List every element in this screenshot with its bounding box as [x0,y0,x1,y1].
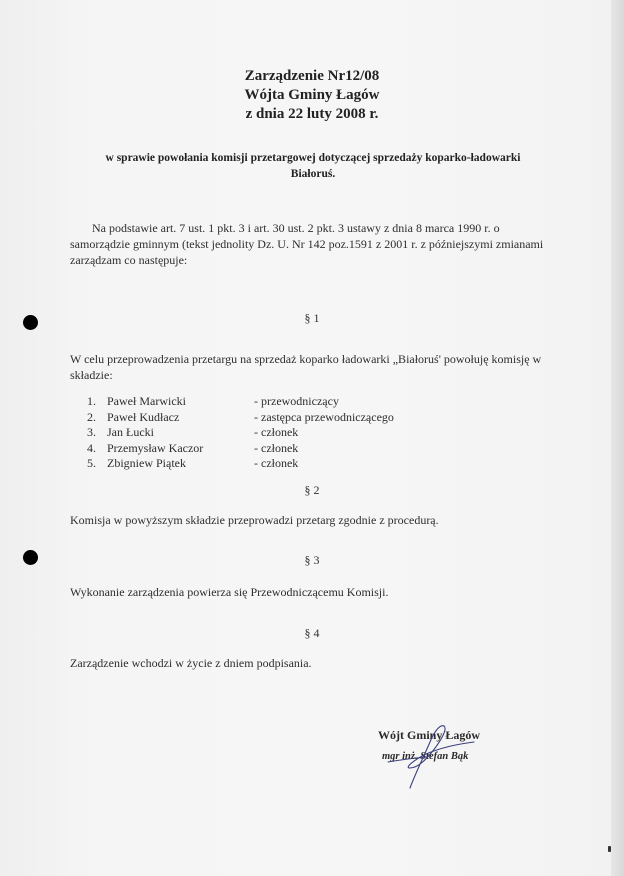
section-2-text: Komisja w powyższym składzie przeprowadzi przetarg zgodnie z procedurą. [70,513,439,527]
member-number: 5. [87,456,96,470]
member-name: Zbigniew Piątek [107,456,186,470]
member-name: Paweł Marwicki [107,394,186,408]
member-role: - członek [254,425,299,439]
signature-stamp [370,722,510,792]
member-number: 3. [87,425,96,439]
section-3-text: Wykonanie zarządzenia powierza się Przewodniczącemu Komisji. [70,585,389,599]
member-name: Przemysław Kaczor [107,440,204,455]
committee-members-list [87,394,447,472]
member-role: - zastępca przewodniczącego [254,409,394,424]
member-row [87,425,447,441]
section-2-heading: § 2 [304,483,320,497]
section-3-heading: § 3 [304,553,320,567]
member-name: Jan Łucki [107,425,154,439]
member-number: 2. [87,409,96,424]
member-role: - przewodniczący [254,394,339,408]
stamp-title: Wójt Gminy Łagów [378,728,480,742]
member-number: 4. [87,440,96,455]
member-row [87,441,447,457]
scan-edge [611,0,624,876]
member-name: Paweł Kudłacz [107,409,180,424]
legal-basis-paragraph: Na podstawie art. 7 ust. 1 pkt. 3 i art. 30 ust. 2 pkt. 3 ustawy z dnia 8 marca 1990 r. o samorządzie gminnym (tekst jednolity Dz. U. Nr 142 poz.1591 z 2001 r. z późniejszymi zmianami zarządzam co następuje: [70,221,544,267]
stamp-name: mgr inż. Stefan Bąk [382,751,469,762]
document-title: Zarządzenie Nr12/08 [244,68,380,84]
section-1-text: W celu przeprowadzenia przetargu na sprzedaż koparko ładowarki „Białoruś' powołuję komisję w składzie: [70,352,542,382]
document-subject [70,150,556,182]
document-issuer: Wójta Gminy Łagów [244,87,380,103]
document-date: z dnia 22 luty 2008 r. [245,106,379,122]
subject-line-1: w sprawie powołania komisji przetargowej dotyczącej sprzedaży koparko-ładowarki [105,152,521,164]
section-4-heading: § 4 [304,626,320,640]
scan-mark [608,846,611,852]
member-number: 1. [87,394,96,408]
member-row [87,410,447,426]
member-row [87,456,447,472]
member-role: - członek [254,456,299,470]
member-row [87,394,447,410]
handwritten-signature [370,722,510,792]
section-4-text: Zarządzenie wchodzi w życie z dniem podpisania. [70,656,312,670]
subject-line-2: Białoruś. [290,168,336,180]
section-1-heading: § 1 [304,311,320,325]
member-role: - członek [254,440,299,455]
